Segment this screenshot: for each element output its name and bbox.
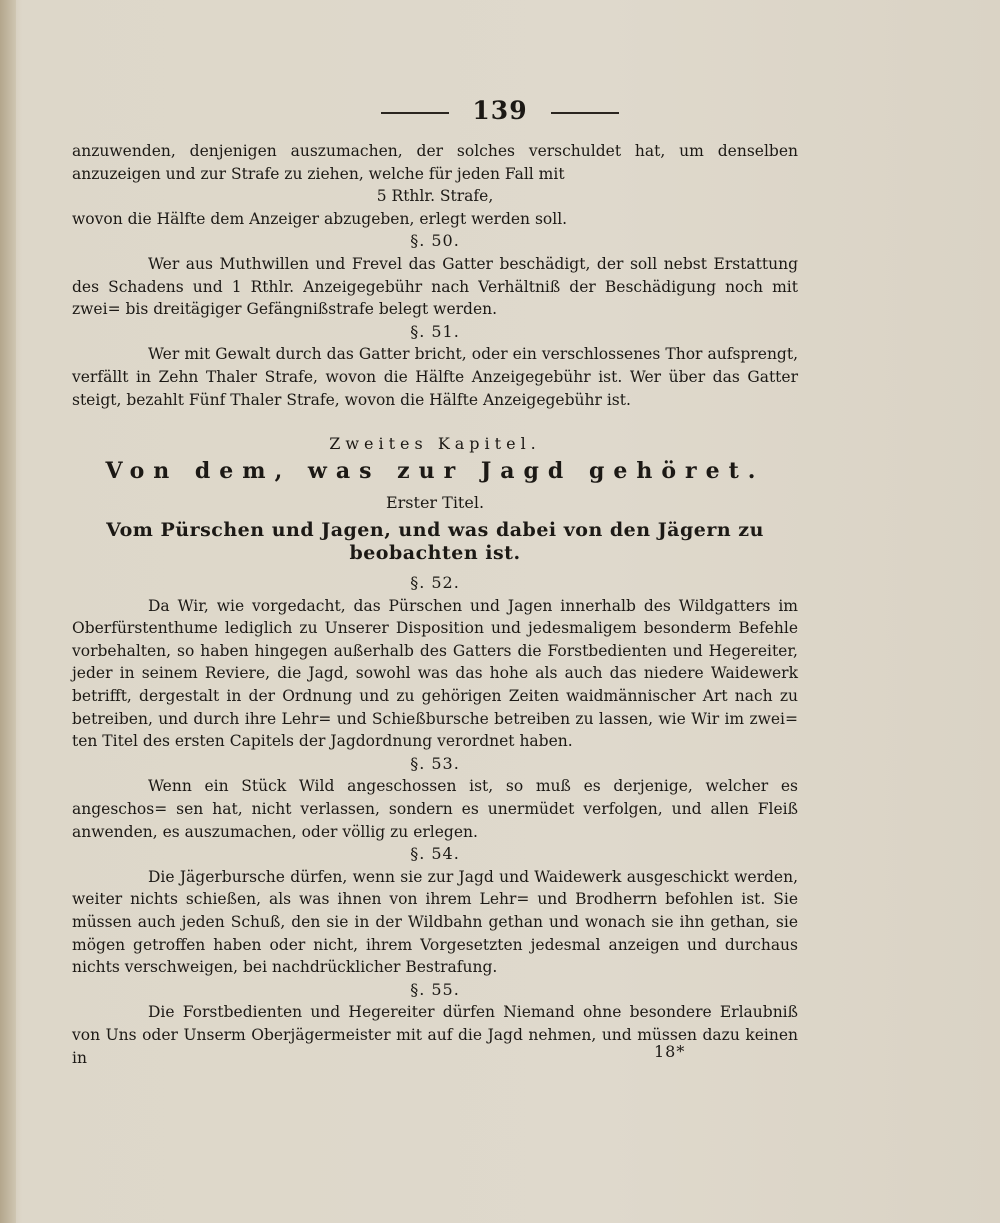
section-50-heading: §. 50. [410, 231, 460, 251]
paragraph-continuation: anzuwenden, denjenigen auszumachen, der solches verschuldet hat, um denselben anzuzeigen und zur Strafe zu ziehen, welche für jeden Fall mit [72, 142, 798, 183]
section-53-text: Wenn ein Stück Wild angeschossen ist, so muß es derjenige, welcher es angeschos= sen hat, nicht verlassen, sondern es unermüdet verfolgen, und allen Fleiß anwenden, es auszumachen, oder völlig zu erlegen. [72, 777, 798, 841]
section-53-heading: §. 53. [410, 753, 460, 773]
signature-mark: 18* [654, 1042, 686, 1061]
page-header [0, 96, 1000, 125]
header-rule-right [551, 112, 619, 114]
section-51-text: Wer mit Gewalt durch das Gatter bricht, oder ein verschlossenes Thor aufsprengt, verfällt in Zehn Thaler Strafe, wovon die Hälfte Anzeigegebühr ist. Wer über das Gatter steigt, bezahlt Fünf Thaler Strafe, wovon die Hälfte Anzeigegebühr ist. [72, 345, 798, 409]
section-52-text: Da Wir, wie vorgedacht, das Pürschen und Jagen innerhalb des Wildgatters im Oberfürstenthume lediglich zu Unserer Disposition und jedesmaligem besonderm Befehle vorbehalten, so haben hingegen außerhalb des Gatters die Forstbedienten und Hegereiter, jeder in seinem Reviere, die Jagd, sowohl was das hohe als auch das niedere Waidewerk betrifft, dergestalt in der Ordnung und zu gehörigen Zeiten waidmännischer Art nach zu betreiben, und durch ihre Lehr= und Schießburschе betreiben zu lassen, wie Wir im zwei= ten Titel des ersten Capitels der Jagdordnung verordnet haben. [72, 596, 798, 751]
section-54-heading: §. 54. [410, 844, 460, 864]
section-52-heading: §. 52. [410, 573, 460, 593]
section-55-heading: §. 55. [410, 979, 460, 999]
paragraph-continuation-end: wovon die Hälfte dem Anzeiger abzugeben, erlegt werden soll. [72, 209, 568, 228]
section-55-text: Die Forstbedienten und Hegereiter dürfen Niemand ohne besondere Erlaubniß von Uns oder Unserm Oberjägermeister mit auf die Jagd nehmen, und müssen dazu keinen in [72, 1003, 798, 1067]
section-51-heading: §. 51. [410, 321, 460, 341]
title-heading: Vom Pürschen und Jagen, und was dabei von den Jägern zu beobachten ist. [106, 518, 764, 564]
fine-amount: 5 Rthlr. Strafe, [376, 187, 494, 206]
header-rule-left [381, 112, 449, 114]
text-body [72, 140, 798, 1069]
page-binding-edge [0, 0, 16, 1223]
chapter-label: Zweites Kapitel. [329, 434, 541, 454]
section-50-text: Wer aus Muthwillen und Frevel das Gatter beschädigt, der soll nebst Erstattung des Schadens und 1 Rthlr. Anzeigegebühr nach Verhältniß der Beschädigung noch mit zwei= bis dreitägiger Gefängnißstrafe belegt werden. [72, 254, 798, 319]
page-number: 139 [472, 96, 528, 125]
title-label: Erster Titel. [385, 493, 485, 513]
chapter-title: Von dem, was zur Jagd gehöret. [105, 457, 765, 484]
section-54-text: Die Jägerbursche dürfen, wenn sie zur Jagd und Waidewerk ausgeschickt werden, weiter nichts schießen, als was ihnen von ihrem Lehr= und Brodherrn befohlen ist. Sie müssen auch jeden Schuß, den sie in der Wildbahn gethan und wonach sie ihn gethan, sie mögen getroffen haben oder nicht, ihrem Vorgesetzten jedesmal anzeigen und durchaus nichts verschweigen, bei nachdrücklicher Bestrafung. [72, 867, 798, 977]
